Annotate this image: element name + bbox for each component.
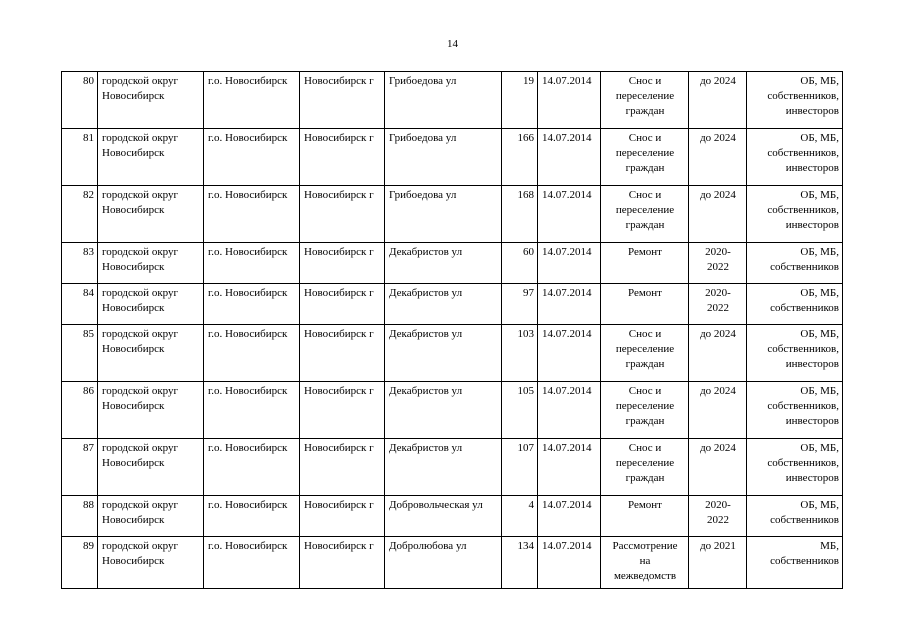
house-number-cell: 97 bbox=[502, 284, 538, 325]
house-number-cell: 166 bbox=[502, 129, 538, 186]
locality-cell: Новосибирск г bbox=[300, 496, 385, 537]
locality-cell: Новосибирск г bbox=[300, 129, 385, 186]
funding-cell bbox=[747, 325, 843, 382]
district-cell: городской округ Новосибирск bbox=[98, 537, 204, 589]
measure-text: Снос и переселение граждан bbox=[615, 75, 675, 117]
funding-text: ОБ, МБ, собственников, инвесторов bbox=[767, 328, 839, 370]
table-body bbox=[62, 72, 843, 589]
district-cell: городской округ Новосибирск bbox=[98, 284, 204, 325]
date-cell: 14.07.2014 bbox=[538, 243, 601, 284]
municipality-cell: г.о. Новосибирск bbox=[204, 284, 300, 325]
municipality-cell: г.о. Новосибирск bbox=[204, 186, 300, 243]
funding-text: ОБ, МБ, собственников, инвесторов bbox=[767, 189, 839, 231]
locality-cell: Новосибирск г bbox=[300, 284, 385, 325]
district-cell: городской округ Новосибирск bbox=[98, 72, 204, 129]
district-cell: городской округ Новосибирск bbox=[98, 382, 204, 439]
term-text: до 2024 bbox=[700, 328, 736, 340]
house-number-cell: 19 bbox=[502, 72, 538, 129]
street-cell: Декабристов ул bbox=[385, 325, 502, 382]
row-number: 88 bbox=[62, 496, 98, 537]
funding-cell bbox=[747, 72, 843, 129]
measure-text: Снос и переселение граждан bbox=[615, 189, 675, 231]
term-text: до 2024 bbox=[700, 75, 736, 87]
measure-cell bbox=[601, 284, 689, 325]
table-row bbox=[62, 496, 843, 537]
street-cell: Декабристов ул bbox=[385, 243, 502, 284]
funding-text: ОБ, МБ, собственников, инвесторов bbox=[767, 385, 839, 427]
table-row bbox=[62, 284, 843, 325]
term-cell bbox=[689, 537, 747, 589]
measure-cell bbox=[601, 129, 689, 186]
district-cell: городской округ Новосибирск bbox=[98, 325, 204, 382]
municipality-cell: г.о. Новосибирск bbox=[204, 243, 300, 284]
funding-text: ОБ, МБ, собственников bbox=[770, 246, 839, 273]
table-row bbox=[62, 72, 843, 129]
row-number: 87 bbox=[62, 439, 98, 496]
term-cell bbox=[689, 496, 747, 537]
street-cell: Добровольческая ул bbox=[385, 496, 502, 537]
locality-cell: Новосибирск г bbox=[300, 72, 385, 129]
date-cell: 14.07.2014 bbox=[538, 284, 601, 325]
funding-text: ОБ, МБ, собственников, инвесторов bbox=[767, 75, 839, 117]
housing-register-table bbox=[61, 71, 843, 589]
term-cell bbox=[689, 72, 747, 129]
row-number: 86 bbox=[62, 382, 98, 439]
measure-cell bbox=[601, 439, 689, 496]
locality-cell: Новосибирск г bbox=[300, 382, 385, 439]
term-text: до 2024 bbox=[700, 385, 736, 397]
measure-text: Снос и переселение граждан bbox=[615, 442, 675, 484]
term-text: до 2021 bbox=[700, 540, 736, 552]
funding-cell bbox=[747, 129, 843, 186]
table-row bbox=[62, 537, 843, 589]
table-row bbox=[62, 382, 843, 439]
funding-cell bbox=[747, 243, 843, 284]
measure-text: Снос и переселение граждан bbox=[615, 385, 675, 427]
date-cell: 14.07.2014 bbox=[538, 186, 601, 243]
date-cell: 14.07.2014 bbox=[538, 129, 601, 186]
district-cell: городской округ Новосибирск bbox=[98, 129, 204, 186]
term-text: 2020- 2022 bbox=[705, 499, 731, 526]
house-number-cell: 103 bbox=[502, 325, 538, 382]
municipality-cell: г.о. Новосибирск bbox=[204, 129, 300, 186]
street-cell: Декабристов ул bbox=[385, 284, 502, 325]
term-text: 2020- 2022 bbox=[705, 287, 731, 314]
term-cell bbox=[689, 186, 747, 243]
house-number-cell: 4 bbox=[502, 496, 538, 537]
term-text: 2020- 2022 bbox=[705, 246, 731, 273]
term-text: до 2024 bbox=[700, 442, 736, 454]
locality-cell: Новосибирск г bbox=[300, 243, 385, 284]
municipality-cell: г.о. Новосибирск bbox=[204, 72, 300, 129]
term-cell bbox=[689, 284, 747, 325]
measure-text: Рассмотрение на межведомств bbox=[612, 540, 678, 582]
funding-text: ОБ, МБ, собственников bbox=[770, 499, 839, 526]
row-number: 85 bbox=[62, 325, 98, 382]
funding-cell bbox=[747, 496, 843, 537]
table-row bbox=[62, 439, 843, 496]
row-number: 81 bbox=[62, 129, 98, 186]
funding-cell bbox=[747, 439, 843, 496]
street-cell: Декабристов ул bbox=[385, 439, 502, 496]
locality-cell: Новосибирск г bbox=[300, 325, 385, 382]
row-number: 89 bbox=[62, 537, 98, 589]
measure-cell bbox=[601, 537, 689, 589]
funding-cell bbox=[747, 537, 843, 589]
house-number-cell: 107 bbox=[502, 439, 538, 496]
date-cell: 14.07.2014 bbox=[538, 496, 601, 537]
funding-cell bbox=[747, 284, 843, 325]
measure-text: Ремонт bbox=[627, 499, 662, 511]
measure-text: Снос и переселение граждан bbox=[615, 132, 675, 174]
measure-text: Ремонт bbox=[627, 287, 662, 299]
municipality-cell: г.о. Новосибирск bbox=[204, 496, 300, 537]
measure-cell bbox=[601, 325, 689, 382]
locality-cell: Новосибирск г bbox=[300, 439, 385, 496]
street-cell: Грибоедова ул bbox=[385, 72, 502, 129]
measure-text: Ремонт bbox=[627, 246, 662, 258]
term-text: до 2024 bbox=[700, 132, 736, 144]
house-number-cell: 105 bbox=[502, 382, 538, 439]
street-cell: Грибоедова ул bbox=[385, 129, 502, 186]
measure-cell bbox=[601, 243, 689, 284]
date-cell: 14.07.2014 bbox=[538, 72, 601, 129]
page-number: 14 bbox=[447, 38, 458, 50]
row-number: 82 bbox=[62, 186, 98, 243]
municipality-cell: г.о. Новосибирск bbox=[204, 325, 300, 382]
table-row bbox=[62, 243, 843, 284]
date-cell: 14.07.2014 bbox=[538, 325, 601, 382]
funding-cell bbox=[747, 186, 843, 243]
term-cell bbox=[689, 129, 747, 186]
municipality-cell: г.о. Новосибирск bbox=[204, 382, 300, 439]
term-cell bbox=[689, 439, 747, 496]
municipality-cell: г.о. Новосибирск bbox=[204, 439, 300, 496]
date-cell: 14.07.2014 bbox=[538, 439, 601, 496]
funding-cell bbox=[747, 382, 843, 439]
measure-text: Снос и переселение граждан bbox=[615, 328, 675, 370]
row-number: 80 bbox=[62, 72, 98, 129]
district-cell: городской округ Новосибирск bbox=[98, 496, 204, 537]
street-cell: Добролюбова ул bbox=[385, 537, 502, 589]
funding-text: ОБ, МБ, собственников bbox=[770, 287, 839, 314]
district-cell: городской округ Новосибирск bbox=[98, 439, 204, 496]
row-number: 83 bbox=[62, 243, 98, 284]
street-cell: Грибоедова ул bbox=[385, 186, 502, 243]
measure-cell bbox=[601, 496, 689, 537]
table-row bbox=[62, 129, 843, 186]
street-cell: Декабристов ул bbox=[385, 382, 502, 439]
funding-text: ОБ, МБ, собственников, инвесторов bbox=[767, 132, 839, 174]
district-cell: городской округ Новосибирск bbox=[98, 186, 204, 243]
measure-cell bbox=[601, 186, 689, 243]
locality-cell: Новосибирск г bbox=[300, 186, 385, 243]
term-text: до 2024 bbox=[700, 189, 736, 201]
measure-cell bbox=[601, 382, 689, 439]
table-row bbox=[62, 325, 843, 382]
house-number-cell: 168 bbox=[502, 186, 538, 243]
term-cell bbox=[689, 243, 747, 284]
date-cell: 14.07.2014 bbox=[538, 382, 601, 439]
funding-text: МБ, собственников bbox=[770, 540, 839, 567]
row-number: 84 bbox=[62, 284, 98, 325]
term-cell bbox=[689, 382, 747, 439]
measure-cell bbox=[601, 72, 689, 129]
municipality-cell: г.о. Новосибирск bbox=[204, 537, 300, 589]
term-cell bbox=[689, 325, 747, 382]
district-cell: городской округ Новосибирск bbox=[98, 243, 204, 284]
locality-cell: Новосибирск г bbox=[300, 537, 385, 589]
house-number-cell: 60 bbox=[502, 243, 538, 284]
table-row bbox=[62, 186, 843, 243]
date-cell: 14.07.2014 bbox=[538, 537, 601, 589]
funding-text: ОБ, МБ, собственников, инвесторов bbox=[767, 442, 839, 484]
house-number-cell: 134 bbox=[502, 537, 538, 589]
